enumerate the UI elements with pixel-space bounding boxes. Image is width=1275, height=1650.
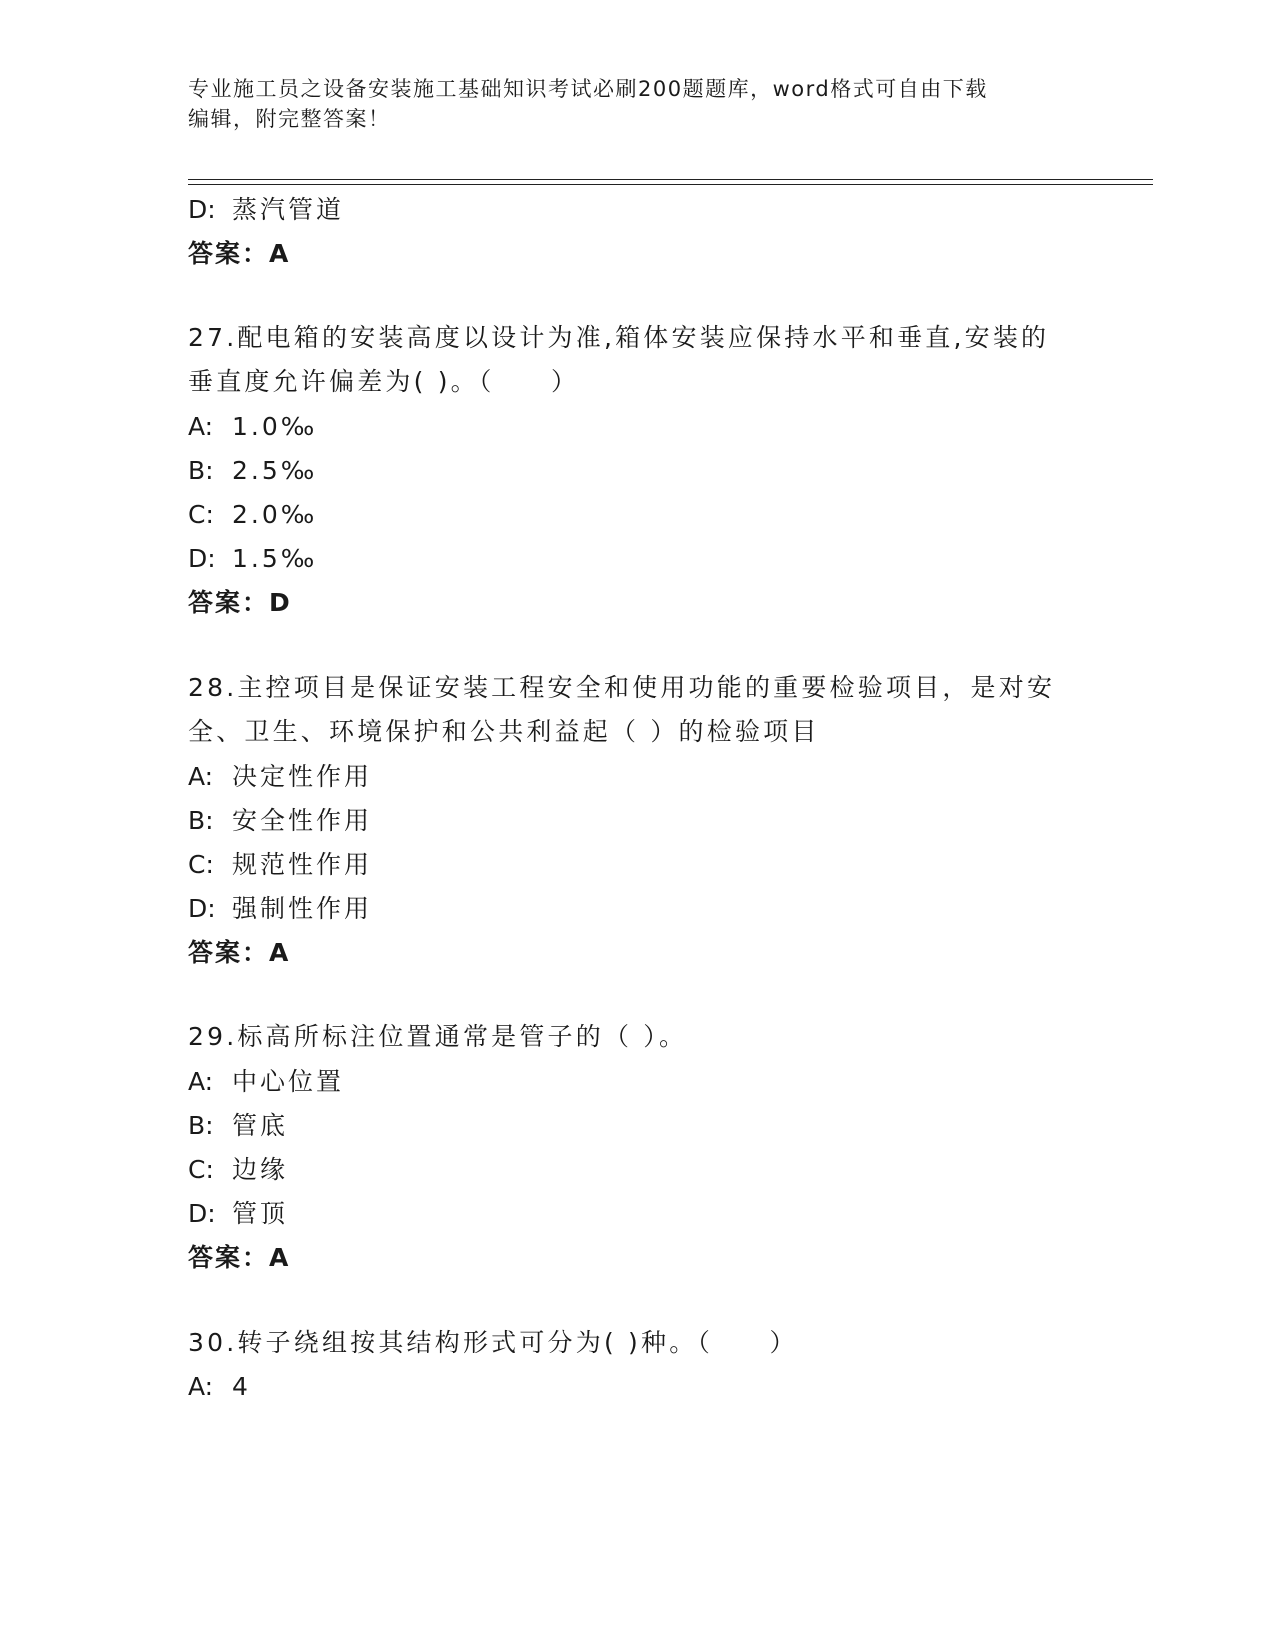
- option-key: D:: [188, 544, 216, 573]
- option-text: 安全性作用: [232, 806, 373, 835]
- option-text: 边缘: [232, 1155, 289, 1184]
- option-text: 蒸汽管道: [232, 195, 345, 224]
- question-27-stem-line-2: 垂直度允许偏差为( )。（ ）: [188, 367, 580, 396]
- option-text: 规范性作用: [232, 850, 373, 879]
- question-29-option-b: [188, 1110, 288, 1142]
- header-title-line-2: 编辑，附完整答案！: [188, 107, 391, 131]
- question-27-option-d: [188, 543, 317, 575]
- option-key: A:: [188, 412, 214, 441]
- option-text: 强制性作用: [232, 894, 373, 923]
- option-text: 1.5‰: [232, 544, 318, 573]
- question-28-stem-line-1: 28.主控项目是保证安装工程安全和使用功能的重要检验项目，是对安: [188, 673, 1056, 702]
- question-27-option-b: [188, 455, 317, 487]
- question-27-stem-line-1: 27.配电箱的安装高度以设计为准,箱体安装应保持水平和垂直,安装的: [188, 323, 1050, 352]
- option-text: 2.5‰: [232, 456, 318, 485]
- option-text: 2.0‰: [232, 500, 318, 529]
- question-30-stem-line-1: 30.转子绕组按其结构形式可分为( )种。（ ）: [188, 1328, 798, 1357]
- header-divider-top: [188, 179, 1153, 180]
- question-30-option-a: [188, 1371, 251, 1403]
- option-key: C:: [188, 850, 214, 879]
- option-key: B:: [188, 806, 214, 835]
- option-text: 管顶: [232, 1199, 289, 1228]
- question-28-answer: 答案：A: [188, 938, 291, 967]
- option-text: 中心位置: [232, 1067, 345, 1096]
- question-29-option-c: [188, 1154, 288, 1186]
- question-29-answer: 答案：A: [188, 1243, 291, 1272]
- header-title-line-1: 专业施工员之设备安装施工基础知识考试必刷200题题库，word格式可自由下载: [188, 77, 988, 101]
- question-28-option-b: [188, 805, 372, 837]
- option-key: D:: [188, 1199, 216, 1228]
- option-key: D:: [188, 195, 216, 224]
- option-text: 4: [232, 1372, 251, 1401]
- option-text: 决定性作用: [232, 762, 373, 791]
- question-29-stem-line-1: 29.标高所标注位置通常是管子的（ ）。: [188, 1022, 688, 1051]
- question-28-option-d: [188, 893, 372, 925]
- option-text: 管底: [232, 1111, 289, 1140]
- prev-question-answer: 答案：A: [188, 239, 291, 268]
- question-27-answer: 答案：D: [188, 588, 292, 617]
- question-27-option-c: [188, 499, 317, 531]
- question-29-option-a: [188, 1066, 344, 1098]
- document-header: [188, 74, 1088, 134]
- option-key: C:: [188, 1155, 214, 1184]
- option-key: B:: [188, 456, 214, 485]
- question-28-option-c: [188, 849, 372, 881]
- prev-question-option-d: [188, 194, 344, 226]
- header-divider-bottom: [188, 184, 1153, 185]
- question-28-stem-line-2: 全、卫生、环境保护和公共利益起（ ）的检验项目: [188, 717, 820, 746]
- question-28-option-a: [188, 761, 372, 793]
- question-29-option-d: [188, 1198, 288, 1230]
- option-text: 1.0‰: [232, 412, 318, 441]
- option-key: D:: [188, 894, 216, 923]
- question-27-option-a: [188, 411, 317, 443]
- option-key: A:: [188, 762, 214, 791]
- option-key: B:: [188, 1111, 214, 1140]
- option-key: A:: [188, 1067, 214, 1096]
- option-key: A:: [188, 1372, 214, 1401]
- option-key: C:: [188, 500, 214, 529]
